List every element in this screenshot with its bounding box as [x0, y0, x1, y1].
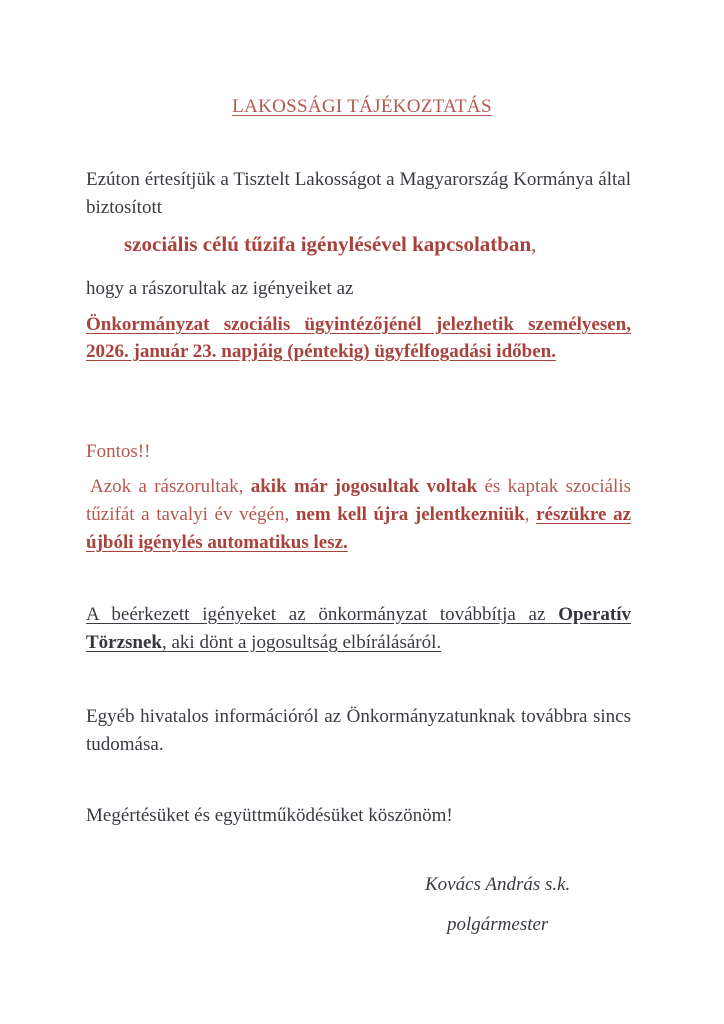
important-text-2: és kaptak szociális tűzifát a tavalyi év végén,: [86, 476, 632, 525]
forward-bold: Operatív Törzsnek: [86, 604, 632, 653]
request-paragraph: hogy a rászorultak az igényeiket az: [86, 278, 354, 299]
thanks-paragraph: Megértésüket és együttműködésüket köszönöm!: [86, 805, 453, 826]
subject-highlight: szociális célú tűzifa igénylésével kapcsolatban: [124, 232, 532, 256]
signature-role: polgármester: [447, 914, 549, 935]
important-bold-1: akik már jogosultak voltak: [250, 476, 478, 497]
important-comma: ,: [524, 504, 530, 525]
other-info-paragraph: Egyéb hivatalos információról az Önkormányzatunknak továbbra sincs tudomása.: [86, 706, 631, 755]
subject-line: [124, 230, 644, 260]
deadline-paragraph: Önkormányzat szociális ügyintézőjénél jelezhetik személyesen, 2026. január 23. napjáig (péntekig) ügyfélfogadási időben.: [86, 314, 631, 362]
important-label: Fontos!!: [86, 441, 151, 462]
intro-paragraph: Ezúton értesítjük a Tisztelt Lakosságot a Magyarország Kormánya által biztosított: [86, 169, 631, 218]
forward-text-2: , aki dönt a jogosultság elbírálásáról.: [162, 632, 442, 653]
signature-name: Kovács András s.k.: [425, 874, 571, 895]
page-title: LAKOSSÁGI TÁJÉKOZTATÁS: [232, 96, 492, 117]
forward-paragraph: [86, 601, 631, 657]
important-paragraph: [86, 473, 631, 557]
important-text-1: Azok a rászorultak,: [90, 476, 244, 497]
subject-comma: ,: [531, 232, 537, 256]
important-bold-2: nem kell újra jelentkezniük: [295, 504, 525, 525]
forward-text-1: A beérkezett igényeket az önkormányzat továbbítja az: [86, 604, 546, 625]
important-bold-3: részükre az újbóli igénylés automatikus lesz.: [86, 504, 632, 553]
